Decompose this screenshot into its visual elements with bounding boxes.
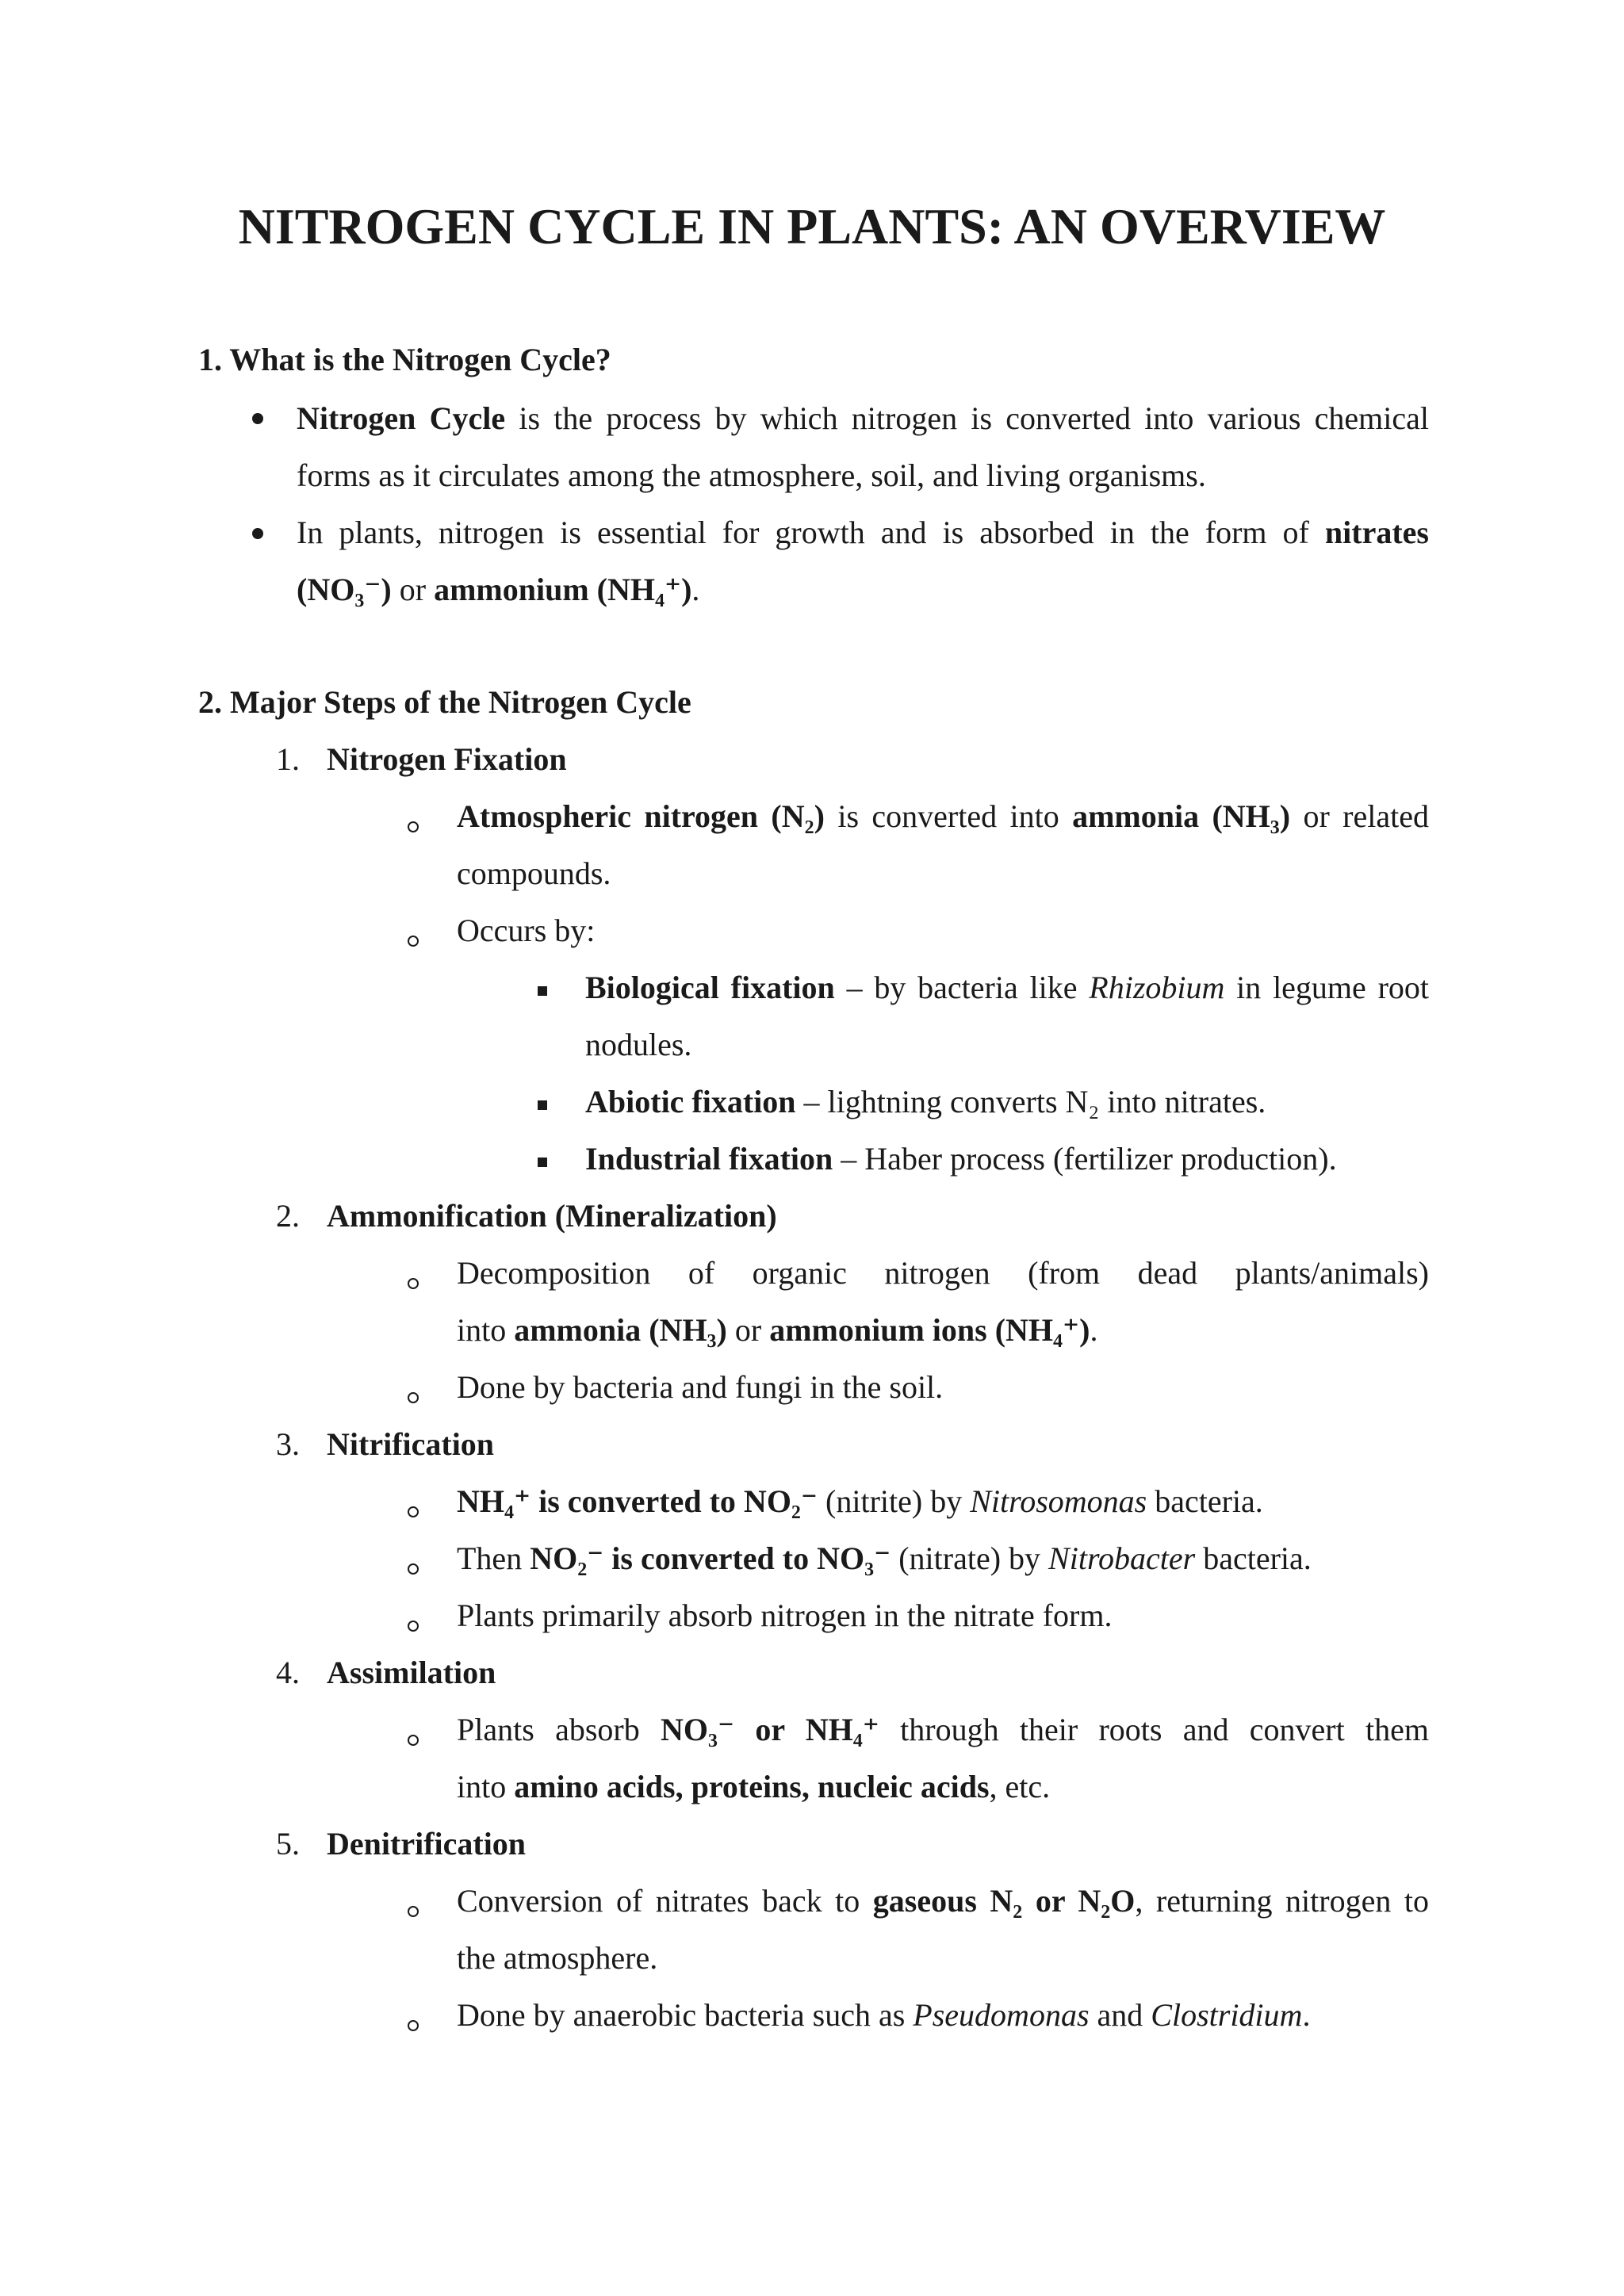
circle-bullet-icon xyxy=(408,1621,419,1632)
step-title: Denitrification xyxy=(327,1826,527,1862)
step-title: Nitrogen Fixation xyxy=(327,741,567,777)
list-item-line: Plants primarily absorb nitrogen in the nitrate form. xyxy=(457,1598,1113,1633)
document-title: NITROGEN CYCLE IN PLANTS: AN OVERVIEW xyxy=(238,198,1386,254)
list-item-line: Atmospheric nitrogen (N₂) is converted into ammonia (NH₃) or related xyxy=(457,798,1429,834)
bullet-line: Nitrogen Cycle is the process by which nitrogen is converted into various chemical xyxy=(297,400,1430,436)
step-number: 2. xyxy=(276,1198,300,1234)
circle-bullet-icon xyxy=(408,1906,419,1917)
bullet-dot-icon xyxy=(252,413,263,424)
step-number: 3. xyxy=(276,1426,300,1462)
circle-bullet-icon xyxy=(408,2020,419,2031)
list-item-line: into ammonia (NH₃) or ammonium ions (NH₄⁺). xyxy=(457,1312,1098,1348)
list-item-line: Conversion of nitrates back to gaseous N₂ or N₂O, returning nitrogen to xyxy=(457,1883,1429,1919)
bullet-dot-icon xyxy=(252,528,263,539)
list-item-line: Decomposition of organic nitrogen (from dead plants/animals) xyxy=(457,1255,1429,1291)
circle-bullet-icon xyxy=(408,1506,419,1517)
step-number: 4. xyxy=(276,1655,300,1690)
list-item-line: into amino acids, proteins, nucleic acids, etc. xyxy=(457,1769,1051,1804)
sub-item-line: nodules. xyxy=(585,1027,692,1062)
step-title: Assimilation xyxy=(327,1655,496,1690)
list-item-line: Then NO₂⁻ is converted to NO₃⁻ (nitrate) by Nitrobacter bacteria. xyxy=(457,1540,1312,1576)
circle-bullet-icon xyxy=(408,821,419,832)
circle-bullet-icon xyxy=(408,1735,419,1746)
bullet-line: forms as it circulates among the atmosphere, soil, and living organisms. xyxy=(297,457,1206,493)
step-number: 1. xyxy=(276,741,300,777)
circle-bullet-icon xyxy=(408,1278,419,1289)
section-heading: 2. Major Steps of the Nitrogen Cycle xyxy=(198,684,691,720)
section-heading: 1. What is the Nitrogen Cycle? xyxy=(198,342,611,377)
sub-item-line: Industrial fixation – Haber process (fertilizer production). xyxy=(585,1141,1337,1177)
bullet-line: (NO₃⁻) or ammonium (NH₄⁺). xyxy=(297,572,700,607)
list-item-line: Plants absorb NO₃⁻ or NH₄⁺ through their roots and convert them xyxy=(457,1712,1429,1747)
sub-item-line: Abiotic fixation – lightning converts N₂ into nitrates. xyxy=(585,1084,1266,1119)
bullet-line: In plants, nitrogen is essential for growth and is absorbed in the form of nitrates xyxy=(297,515,1429,550)
list-item-line: Done by anaerobic bacteria such as Pseudomonas and Clostridium. xyxy=(457,1997,1311,2033)
list-item-line: the atmosphere. xyxy=(457,1940,658,1976)
list-item-line: NH₄⁺ is converted to NO₂⁻ (nitrite) by Nitrosomonas bacteria. xyxy=(457,1483,1263,1519)
square-bullet-icon xyxy=(538,1158,547,1167)
square-bullet-icon xyxy=(538,1100,547,1110)
circle-bullet-icon xyxy=(408,936,419,947)
step-title: Ammonification (Mineralization) xyxy=(327,1198,777,1234)
square-bullet-icon xyxy=(538,986,547,996)
list-item-line: Occurs by: xyxy=(457,913,596,948)
sub-item-line: Biological fixation – by bacteria like Rhizobium in legume root xyxy=(585,970,1430,1005)
step-number: 5. xyxy=(276,1826,300,1862)
circle-bullet-icon xyxy=(408,1563,419,1575)
list-item-line: Done by bacteria and fungi in the soil. xyxy=(457,1369,944,1405)
step-title: Nitrification xyxy=(327,1426,495,1462)
circle-bullet-icon xyxy=(408,1392,419,1403)
list-item-line: compounds. xyxy=(457,855,611,891)
